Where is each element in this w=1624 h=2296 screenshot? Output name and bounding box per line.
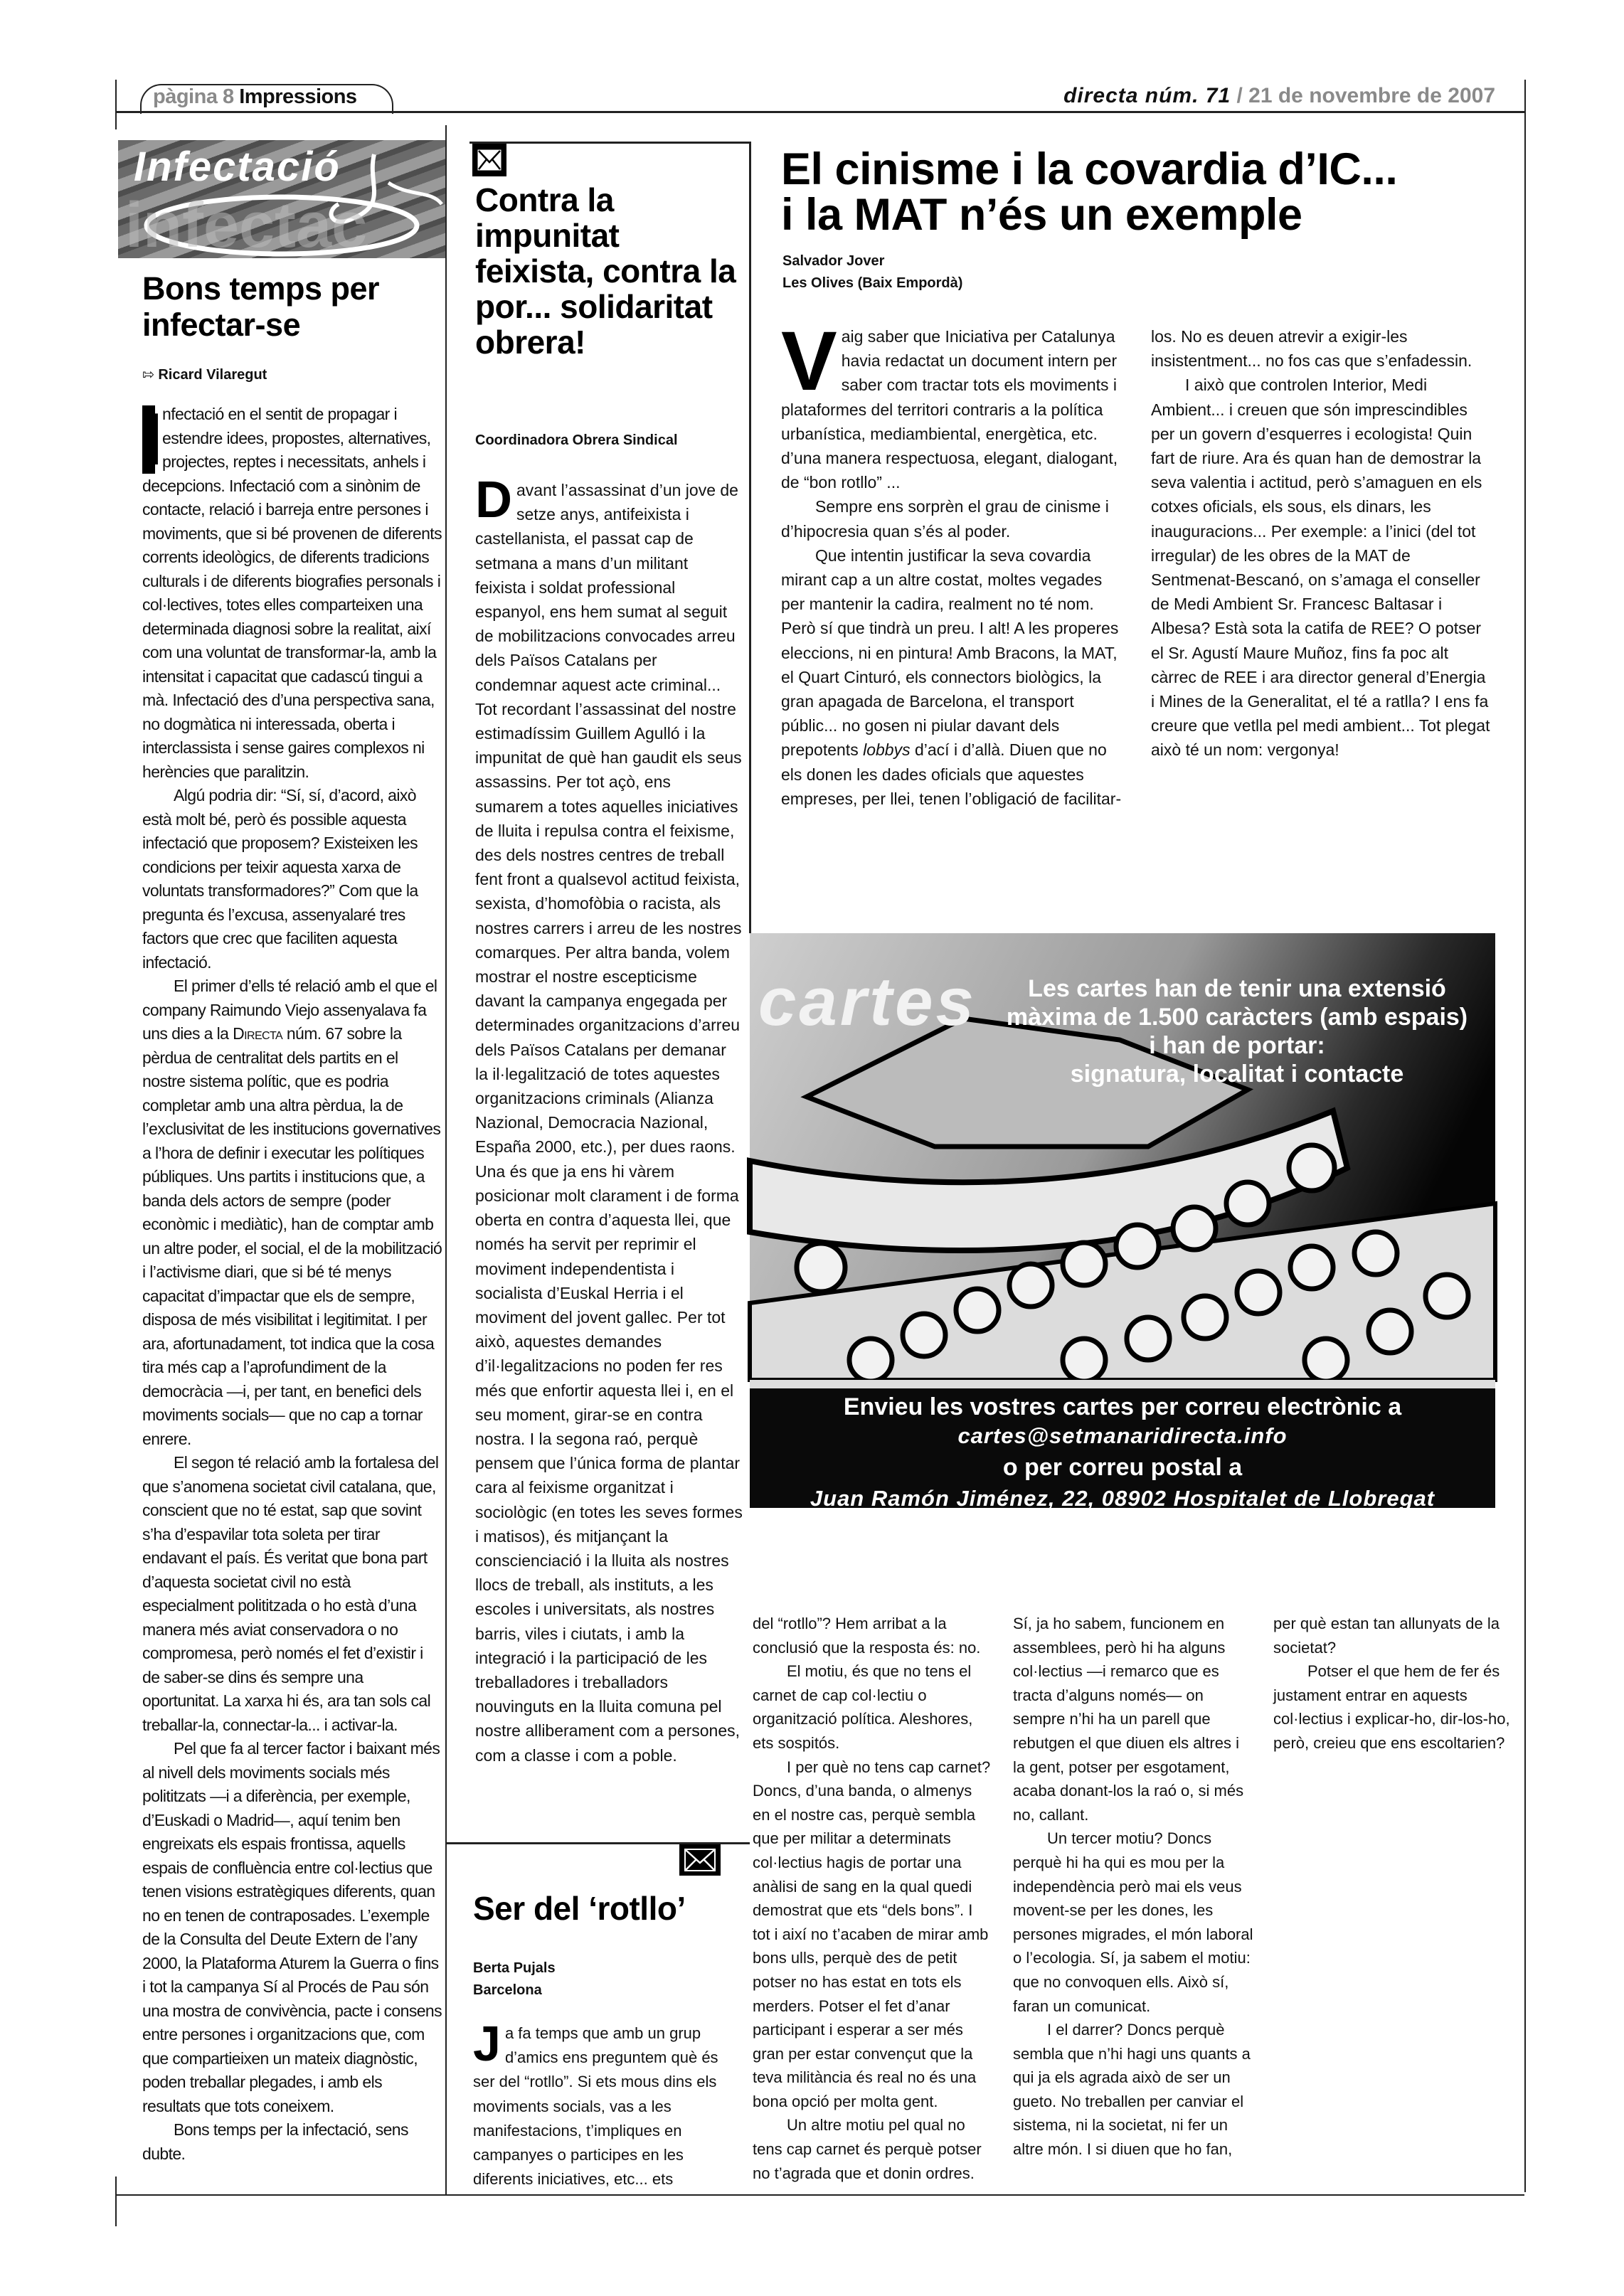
paragraph: Ja fa temps que amb un grup d’amics ens preguntem què és ser del “rotllo”. Si ets mous dins els moviments socials, vas a les manifestacions, t’impliques en campanyes o participes en les diferents iniciatives, etc... ets bbox=[473, 2016, 718, 2189]
drop-cap: D bbox=[475, 472, 512, 528]
paragraph: del “rotllo”? Hem arribat a la conclusió que la resposta és: no. bbox=[753, 1615, 981, 1657]
email-link[interactable]: cartes@setmanaridirecta.info bbox=[957, 1423, 1288, 1448]
drop-cap: I bbox=[142, 398, 163, 481]
crop-mark bbox=[115, 80, 117, 129]
section-name: Impressions bbox=[239, 85, 357, 108]
paragraph: I nfectació en el sentit de propagar i estendre idees, propostes, alternatives, projectes, reptes i necessitats, anhels i decepcions. Infectació com a sinònim de contacte, relació i barreja entre persones i moviments, que si bé provenen de diferents corrents ideològics, de diferents tradicions culturals i de diferents biografies personals i col·lectives, totes elles comparteixen una determinada diagnosi sobre la realitat, així com una voluntat de transformar-la, amb la intensitat i capacitat que cadascú tingui a mà. Infectació des d’una perspectiva sana, no dogmàtica ni interessada, oberta i interclassista i sense gaires complexos ni herències que paralitzin. bbox=[142, 398, 442, 781]
paragraph: Bons temps per la infectació, sens dubte. bbox=[142, 2120, 408, 2163]
envelope-icon bbox=[472, 144, 506, 176]
letter-body-rotllo bbox=[753, 1612, 1514, 2186]
issue-date: / 21 de novembre de 2007 bbox=[1236, 84, 1495, 107]
crop-mark bbox=[115, 2177, 117, 2226]
author-location: Les Olives (Baix Empordà) bbox=[782, 275, 963, 291]
page-number: pàgina 8 bbox=[153, 85, 234, 108]
column-divider bbox=[445, 125, 447, 2195]
arrow-icon: ⇰ bbox=[142, 367, 154, 383]
cartes-info-box bbox=[750, 933, 1495, 1511]
paragraph: I això que controlen Interior, Medi Ambient... i creuen que són imprescindibles per un govern d’esquerres i ecologista! Quin fart de riure. Ara és quan han de demostrar la seva valentia i actitud, però s’amaguen en els cotxes oficials, els sous, els dinars, les inauguracions... Per exemple: a l’inici (del tot irregular) de les obres de la MAT de Sentmenat-Bescanó, on s’amaga el conseller de Medi Ambient Sr. Francesc Baltasar i Albesa? Està sota la catifa de REE? O potser el Sr. Agustí Maure Muñoz, fins fa poc alt càrrec de REE i ara director general d’Energia i Mines de la Generalitat, el té a ratlla? I ens fa creure que vetlla pel medi ambient... Tot plegat això té un nom: vergonya! bbox=[1151, 376, 1490, 760]
author-rotllo bbox=[473, 1957, 556, 2002]
cartes-contact: Envieu les vostres cartes per correu electrònic a cartes@setmanaridirecta.info o per correu postal a Juan Ramón Jiménez, 22, 08902 Hospitalet de Llobregat bbox=[750, 1391, 1495, 1512]
paragraph: I per què no tens cap carnet? Doncs, d’una banda, o almenys en el nostre cas, perquè sembla que per militar a determinats col·lectius hagis de portar una anàlisi de sang en la qual quedi demostrat que ets “dels bons”. I tot i així no t’acaben de mirar amb bons ulls, perquè des de petit potser no has estat en tots els merders. Potser el fet d’anar participant i esperar a ser més gran per estar convençut que la teva militància és real no és una bona opció per molta gent. bbox=[753, 1758, 991, 2110]
author-name: Salvador Jover bbox=[782, 253, 885, 269]
paragraph: El motiu, és que no tens el carnet de cap col·lectiu o organització política. Aleshores, ets sospitós. bbox=[753, 1662, 973, 1752]
svg-text:infectac: infectac bbox=[125, 190, 368, 261]
publication-mention: Directa bbox=[233, 1024, 283, 1043]
postal-address: Juan Ramón Jiménez, 22, 08902 Hospitalet de Llobregat bbox=[810, 1486, 1435, 1511]
paragraph: Davant l’assassinat d’un jove de setze anys, antifeixista i castellanista, el passat cap de setmana a mans d’un militant feixista i soldat professional espanyol, ens hem sumat al seguit de mobilitzacions convocades arreu dels Països Catalans per condemnar aquest acte criminal... Tot recordant l’assassinat del nostre estimadíssim Guillem Agulló i la impunitat de què han gaudit els seus assassins. Per tot açò, ens sumarem a totes aquelles iniciatives de lluita i repulsa contra el feixisme, des dels nostres centres de treball fent front a qualsevol actitud feixista, sexista, d’homofòbia o racista, als nostres carrers i arreu de les nostres comarques. Per altra banda, volem mostrar el nostre escepticisme davant la campanya engegada per determinades organitzacions d’arreu dels Països Catalans per demanar la il·legalització de totes aquestes organitzacions criminals (Alianza Nazional, Democracia Nazional, España 2000, etc.), per dues raons. Una és que ja ens hi vàrem posicionar molt clarament i de forma oberta en contra d’aquesta llei, que només ha servit per reprimir el moviment independentista i socialista d’Euskal Herria i el moviment del jovent gallec. Per tot això, aquestes demandes d’il·legalitzacions no poden fer res més que enfortir aquesta llei i, en el seu moment, girar-se en contra nostra. I la segona raó, perquè pensem que l’única forma de plantar cara al feixisme organitzat i sociològic (en totes les seves formes i matisos), és mitjançant la conscienciació i la lluita als nostres llocs de treball, als instituts, a les escoles i universitats, als nostres barris, viles i ciutats, i amb la integració i la participació de les treballadores i treballadors nouvinguts en la lluita comuna pel nostre alliberament com a persones, com a classe i com a poble. bbox=[475, 472, 743, 1765]
crop-mark bbox=[1524, 80, 1526, 2192]
headline-rotllo: Ser del ‘rotllo’ bbox=[473, 1890, 686, 1927]
paragraph: I el darrer? Doncs perquè sembla que n’hi hagi uns quants a qui ja els agrada això de ser un gueto. No treballen per canviar el sistema, ni la societat, ni fer un altre món. I si diuen que ho fan, per què estan tan allunyats de la societat? bbox=[1013, 1615, 1500, 2159]
paragraph: Un altre motiu pel qual no tens cap carnet és perquè potser no t’agrada que et donin ordres. Sí, ja ho sabem, funcionem en assemblees, però hi ha alguns col·lectius —i remarco que es tracta d’alguns només— on sempre n’hi ha un parell que rebutgen el que diuen els altres i la gent, potser per esgotament, acaba donant-los la raó o, si més no, callant. bbox=[753, 1615, 1244, 2182]
paragraph: El segon té relació amb la fortalesa del que s’anomena societat civil catalana, que, conscient que no té estat, sap que sovint s’ha d’espavilar tota soleta per tirar endavant el país. És veritat que bona part d’aquesta societat civil no està especialment polititzada o ho està d’una manera més aviat conservadora o no compromesa, però només el fet d’existir i de saber-se dins és sempre una oportunitat. La xarxa hi és, ara tan sols cal treballar-la, connectar-la... i activar-la. bbox=[142, 1453, 439, 1734]
letter-box-top bbox=[469, 142, 751, 144]
envelope-icon bbox=[679, 1844, 721, 1876]
headline-cinisme: El cinisme i la covardia d’IC... i la MAT n’és un exemple bbox=[781, 144, 1398, 240]
byline-cinisme bbox=[782, 250, 962, 294]
paragraph: Sempre ens sorprèn el grau de cinisme i d’hipocresia quan s’és al poder. bbox=[781, 497, 1109, 541]
letter-body-rotllo-intro bbox=[473, 2016, 738, 2192]
letter-body-cinisme bbox=[781, 314, 1492, 831]
letter-body-impunitat bbox=[475, 472, 743, 1773]
paragraph: Vaig saber que Iniciativa per Catalunya havia redactat un document intern per saber com tractar tots els moviments i plataformes del territori contraris a la política urbanística, mediambiental, energètica, etc. d’una manera respectuosa, elegant, dialogant, de “bon rotllo” ... bbox=[781, 314, 1118, 492]
paragraph: Potser el que hem de fer és justament entrar en aquests col·lectius i explicar-ho, dir-los-ho, però, creieu que ens escoltarien? bbox=[1273, 1662, 1510, 1752]
drop-cap: V bbox=[781, 314, 837, 408]
drop-cap: J bbox=[473, 2016, 501, 2071]
cartes-rules: Les cartes han de tenir una extensió màxima de 1.500 caràcters (amb espais) i han de portar: signatura, localitat i contacte bbox=[1006, 975, 1468, 1088]
publication-issue: directa núm. 71 bbox=[1063, 84, 1231, 107]
paragraph: Pel que fa al tercer factor i baixant més al nivell dels moviments socials més polititzats —i a diferència, per exemple, d’Euskadi o Madrid—, aquí tenim ben engreixats els espais frontissa, aquells espais de confluència entre col·lectius que tenen visions estratègiques diferents, quan no en tenen de contraposades. L’exemple de la Consulta del Deute Extern de l’any 2000, la Plataforma Aturem la Guerra o fins i tot la campanya Sí al Procés de Pau són una mostra de convivència, pacte i consens entre persones i organitzacions que, com que compartieixen un mateix diagnòstic, poden treballar plegades, i amb els resultats que tots coneixem. bbox=[142, 1739, 442, 2115]
cartes-title: cartes bbox=[758, 964, 977, 1040]
paragraph: Un tercer motiu? Doncs perquè hi ha qui es mou per la independència però mai els veus movent-se per les dones, les persones migrades, el món laboral o l’ecologia. Sí, ja sabem el motiu: que no convoquen ells. Això sí, faran un comunicat. bbox=[1013, 1829, 1253, 2015]
author-name: Ricard Vilaregut bbox=[158, 367, 267, 383]
letter-box-right bbox=[749, 142, 751, 933]
light-strip bbox=[750, 1380, 1495, 1388]
banner-title: Infectació bbox=[134, 144, 341, 190]
paragraph: Que intentin justificar la seva covardia mirant cap a un altre costat, moltes vegades per mantenir la cadira, realment no té nom. Però sí que tindrà un preu. I alt! A les properes eleccions, ni en pintura! Amb Bracons, la MAT, el Quart Cinturó, els connectors biològics, la gran apagada de Barcelona, el transport públic... no gosen ni piular davant dels prepotents lobbys d’ací i d’allà. Diuen que no els donen les dades oficials que aquestes empreses, per llei, tenen l’obligació de facilitar-los. No es deuen atrevir a exigir-les insistentment... no fos cas que s’enfadessin. bbox=[781, 327, 1472, 808]
author-name: Berta Pujals bbox=[473, 1960, 556, 1976]
author-location: Barcelona bbox=[473, 1982, 542, 1998]
paragraph: El primer d’ells té relació amb el que el company Raimundo Viejo assenyalava fa uns dies a la Directa núm. 67 sobre la pèrdua de centralitat dels partits en el nostre sistema polític, que es podria completar amb una altra pèrdua, la de l’exclusivitat de les institucions governatives a l’hora de definir i executar les polítiques públiques. Uns partits i institucions que, a banda dels actors de sempre (poder econòmic i mediàtic), han de comptar amb un altre poder, el social, el de la mobilització i l’activisme diari, que si bé té menys capacitat d’impactar que els de sempre, disposa de més visibilitat i legitimitat. I per ara, afortunadament, tot indica que la cosa tira més cap a l’aprofundiment de la democràcia —i, per tant, en benefici dels moviments socials— que no cap a tornar enrere. bbox=[142, 977, 442, 1448]
paragraph: Algú podria dir: “Sí, sí, d’acord, això està molt bé, però és possible aquesta infectació que proposem? Existeixen les condicions per teixir aquesta xarxa de voluntats transformadores?” Com que la pregunta és l’excusa, assenyalaré tres factors que crec que faciliten aquesta infectació. bbox=[142, 786, 418, 972]
infectacio-banner bbox=[118, 140, 445, 261]
footer-rule bbox=[115, 2194, 1524, 2196]
issue-info bbox=[1063, 84, 1495, 108]
author-impunitat: Coordinadora Obrera Sindical bbox=[475, 432, 678, 448]
article-body-infectacio bbox=[142, 398, 442, 2166]
section-tab-label bbox=[153, 85, 357, 109]
byline-infectacio bbox=[142, 364, 267, 386]
headline-impunitat: Contra la impunitat feixista, contra la por... solidaritat obrera! bbox=[475, 181, 736, 361]
headline-infectacio: Bons temps per infectar-se bbox=[142, 270, 380, 343]
